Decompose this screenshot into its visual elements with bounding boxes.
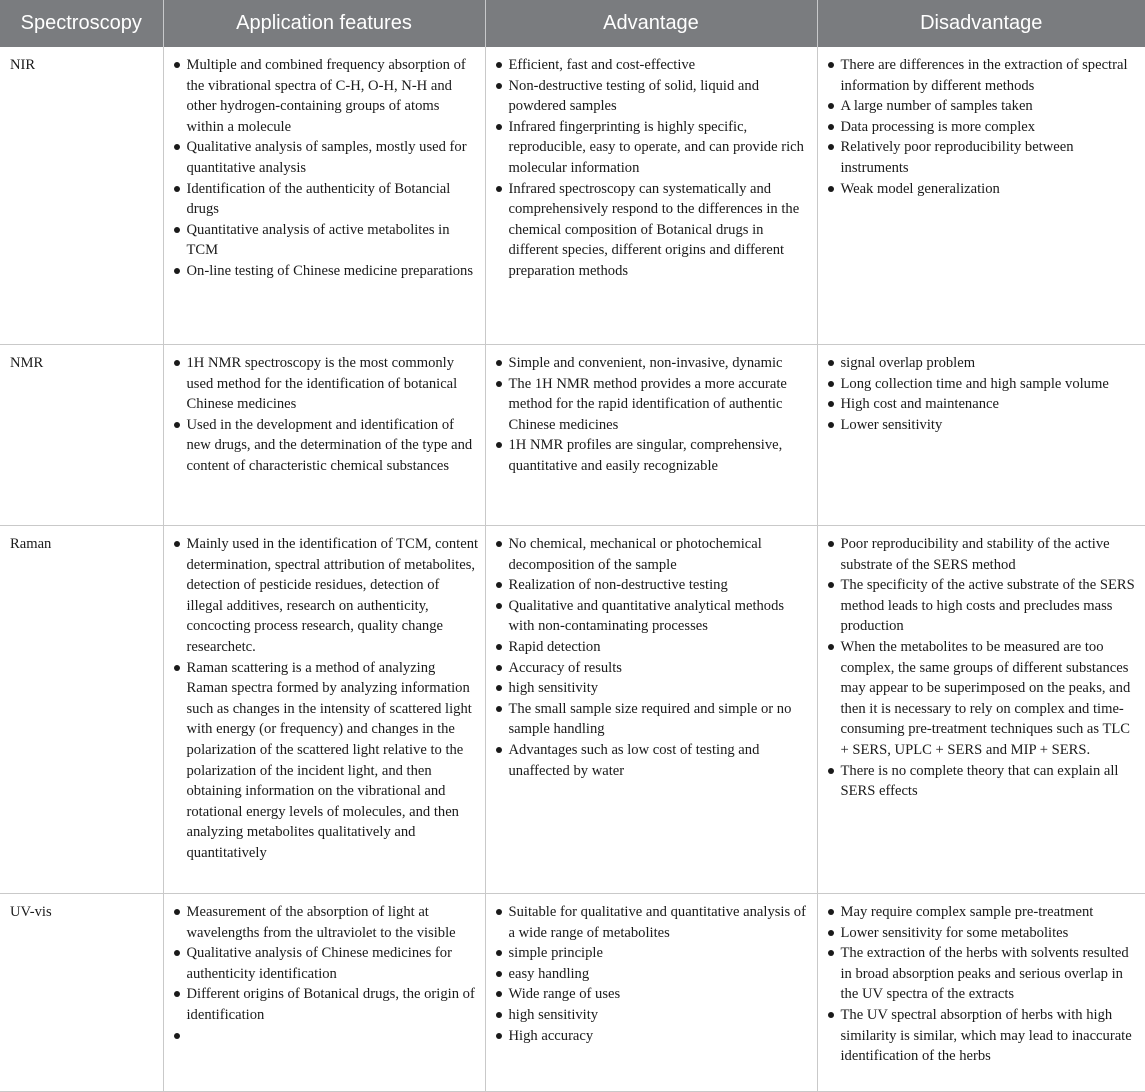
list-item: Realization of non-destructive testing — [494, 575, 811, 596]
advantages-cell — [485, 894, 817, 1092]
list-item: There is no complete theory that can explain all SERS effects — [826, 761, 1140, 802]
list-item: 1H NMR profiles are singular, comprehensive, quantitative and easily recognizable — [494, 435, 811, 476]
header-application-features: Application features — [163, 0, 485, 47]
list-item: There are differences in the extraction of spectral information by different methods — [826, 55, 1140, 96]
disadvantages-cell — [817, 894, 1145, 1092]
table-row — [0, 345, 1145, 526]
advantages-list — [494, 902, 811, 1046]
list-item: Multiple and combined frequency absorption of the vibrational spectra of C-H, O-H, N-H and other hydrogen-containing groups of atoms within a molecule — [172, 55, 479, 137]
advantages-cell — [485, 345, 817, 526]
list-item: Qualitative analysis of Chinese medicines for authenticity identification — [172, 943, 479, 984]
disadvantages-list — [826, 902, 1140, 1067]
features-list — [172, 534, 479, 864]
table-body — [0, 47, 1145, 1092]
list-item: Infrared fingerprinting is highly specific, reproducible, easy to operate, and can provide rich molecular information — [494, 117, 811, 179]
list-item: easy handling — [494, 964, 811, 985]
list-item: high sensitivity — [494, 1005, 811, 1026]
list-item: simple principle — [494, 943, 811, 964]
list-item: Lower sensitivity for some metabolites — [826, 923, 1140, 944]
table-row — [0, 526, 1145, 894]
list-item: High cost and maintenance — [826, 394, 1140, 415]
header-spectroscopy: Spectroscopy — [0, 0, 163, 47]
list-item: Long collection time and high sample volume — [826, 374, 1140, 395]
disadvantages-cell — [817, 345, 1145, 526]
list-item: Weak model generalization — [826, 179, 1140, 200]
disadvantages-cell — [817, 47, 1145, 345]
list-item: When the metabolites to be measured are too complex, the same groups of different substances may appear to be superimposed on the peaks, and then it is necessary to rely on complex and time-consuming pre-treatment techniques such as TLC + SERS, UPLC + SERS and MIP + SERS. — [826, 637, 1140, 761]
list-item: signal overlap problem — [826, 353, 1140, 374]
disadvantages-list — [826, 55, 1140, 199]
list-item: 1H NMR spectroscopy is the most commonly used method for the identification of botanical Chinese medicines — [172, 353, 479, 415]
table-row — [0, 47, 1145, 345]
list-item: Efficient, fast and cost-effective — [494, 55, 811, 76]
list-item: Advantages such as low cost of testing and unaffected by water — [494, 740, 811, 781]
list-item: On-line testing of Chinese medicine preparations — [172, 261, 479, 282]
table-header — [0, 0, 1145, 47]
features-list — [172, 55, 479, 282]
header-advantage: Advantage — [485, 0, 817, 47]
list-item: Different origins of Botanical drugs, the origin of identification — [172, 984, 479, 1025]
list-item: Simple and convenient, non-invasive, dynamic — [494, 353, 811, 374]
list-item: No chemical, mechanical or photochemical decomposition of the sample — [494, 534, 811, 575]
list-item: Suitable for qualitative and quantitative analysis of a wide range of metabolites — [494, 902, 811, 943]
advantages-list — [494, 55, 811, 282]
list-item: Infrared spectroscopy can systematically and comprehensively respond to the differences in the chemical composition of Botanical drugs in different species, different origins and different preparation methods — [494, 179, 811, 282]
list-item: The 1H NMR method provides a more accurate method for the rapid identification of authentic Chinese medicines — [494, 374, 811, 436]
features-cell — [163, 47, 485, 345]
list-item: Rapid detection — [494, 637, 811, 658]
list-item: Wide range of uses — [494, 984, 811, 1005]
list-item: Poor reproducibility and stability of the active substrate of the SERS method — [826, 534, 1140, 575]
list-item: The small sample size required and simple or no sample handling — [494, 699, 811, 740]
list-item: high sensitivity — [494, 678, 811, 699]
list-item: A large number of samples taken — [826, 96, 1140, 117]
list-item: Used in the development and identification of new drugs, and the determination of the type and content of characteristic chemical substances — [172, 415, 479, 477]
list-item: The UV spectral absorption of herbs with high similarity is similar, which may lead to inaccurate identification of the herbs — [826, 1005, 1140, 1067]
list-item: May require complex sample pre-treatment — [826, 902, 1140, 923]
disadvantages-list — [826, 353, 1140, 435]
advantages-list — [494, 534, 811, 781]
features-cell — [163, 526, 485, 894]
list-item: Mainly used in the identification of TCM, content determination, spectral attribution of metabolites, detection of pesticide residues, detection of illegal additives, research on authenticity, concocting process research, quality change researchetc. — [172, 534, 479, 658]
list-item: Qualitative analysis of samples, mostly used for quantitative analysis — [172, 137, 479, 178]
disadvantages-list — [826, 534, 1140, 802]
list-item — [172, 1026, 479, 1047]
features-cell — [163, 345, 485, 526]
list-item: The specificity of the active substrate of the SERS method leads to high costs and precludes mass production — [826, 575, 1140, 637]
header-disadvantage: Disadvantage — [817, 0, 1145, 47]
advantages-cell — [485, 47, 817, 345]
features-cell — [163, 894, 485, 1092]
table-row — [0, 894, 1145, 1092]
header-row — [0, 0, 1145, 47]
disadvantages-cell — [817, 526, 1145, 894]
list-item: High accuracy — [494, 1026, 811, 1047]
list-item: The extraction of the herbs with solvents resulted in broad absorption peaks and serious overlap in the UV spectra of the extracts — [826, 943, 1140, 1005]
features-list — [172, 353, 479, 477]
list-item: Accuracy of results — [494, 658, 811, 679]
list-item: Quantitative analysis of active metabolites in TCM — [172, 220, 479, 261]
list-item: Non-destructive testing of solid, liquid and powdered samples — [494, 76, 811, 117]
features-list — [172, 902, 479, 1046]
advantages-cell — [485, 526, 817, 894]
list-item: Data processing is more complex — [826, 117, 1140, 138]
technique-cell: UV-vis — [0, 894, 163, 1092]
list-item: Qualitative and quantitative analytical methods with non-contaminating processes — [494, 596, 811, 637]
list-item: Lower sensitivity — [826, 415, 1140, 436]
technique-cell: NMR — [0, 345, 163, 526]
list-item: Relatively poor reproducibility between instruments — [826, 137, 1140, 178]
list-item: Measurement of the absorption of light at wavelengths from the ultraviolet to the visible — [172, 902, 479, 943]
list-item: Identification of the authenticity of Botancial drugs — [172, 179, 479, 220]
advantages-list — [494, 353, 811, 477]
technique-cell: NIR — [0, 47, 163, 345]
technique-cell: Raman — [0, 526, 163, 894]
list-item: Raman scattering is a method of analyzing Raman spectra formed by analyzing information such as changes in the intensity of scattered light with energy (or frequency) and changes in the polarization of the scattered light relative to the polarization of the incident light, and then obtaining information on the vibrational and rotational energy levels of molecules, and then analyzing metabolites qualitatively and quantitatively — [172, 658, 479, 864]
